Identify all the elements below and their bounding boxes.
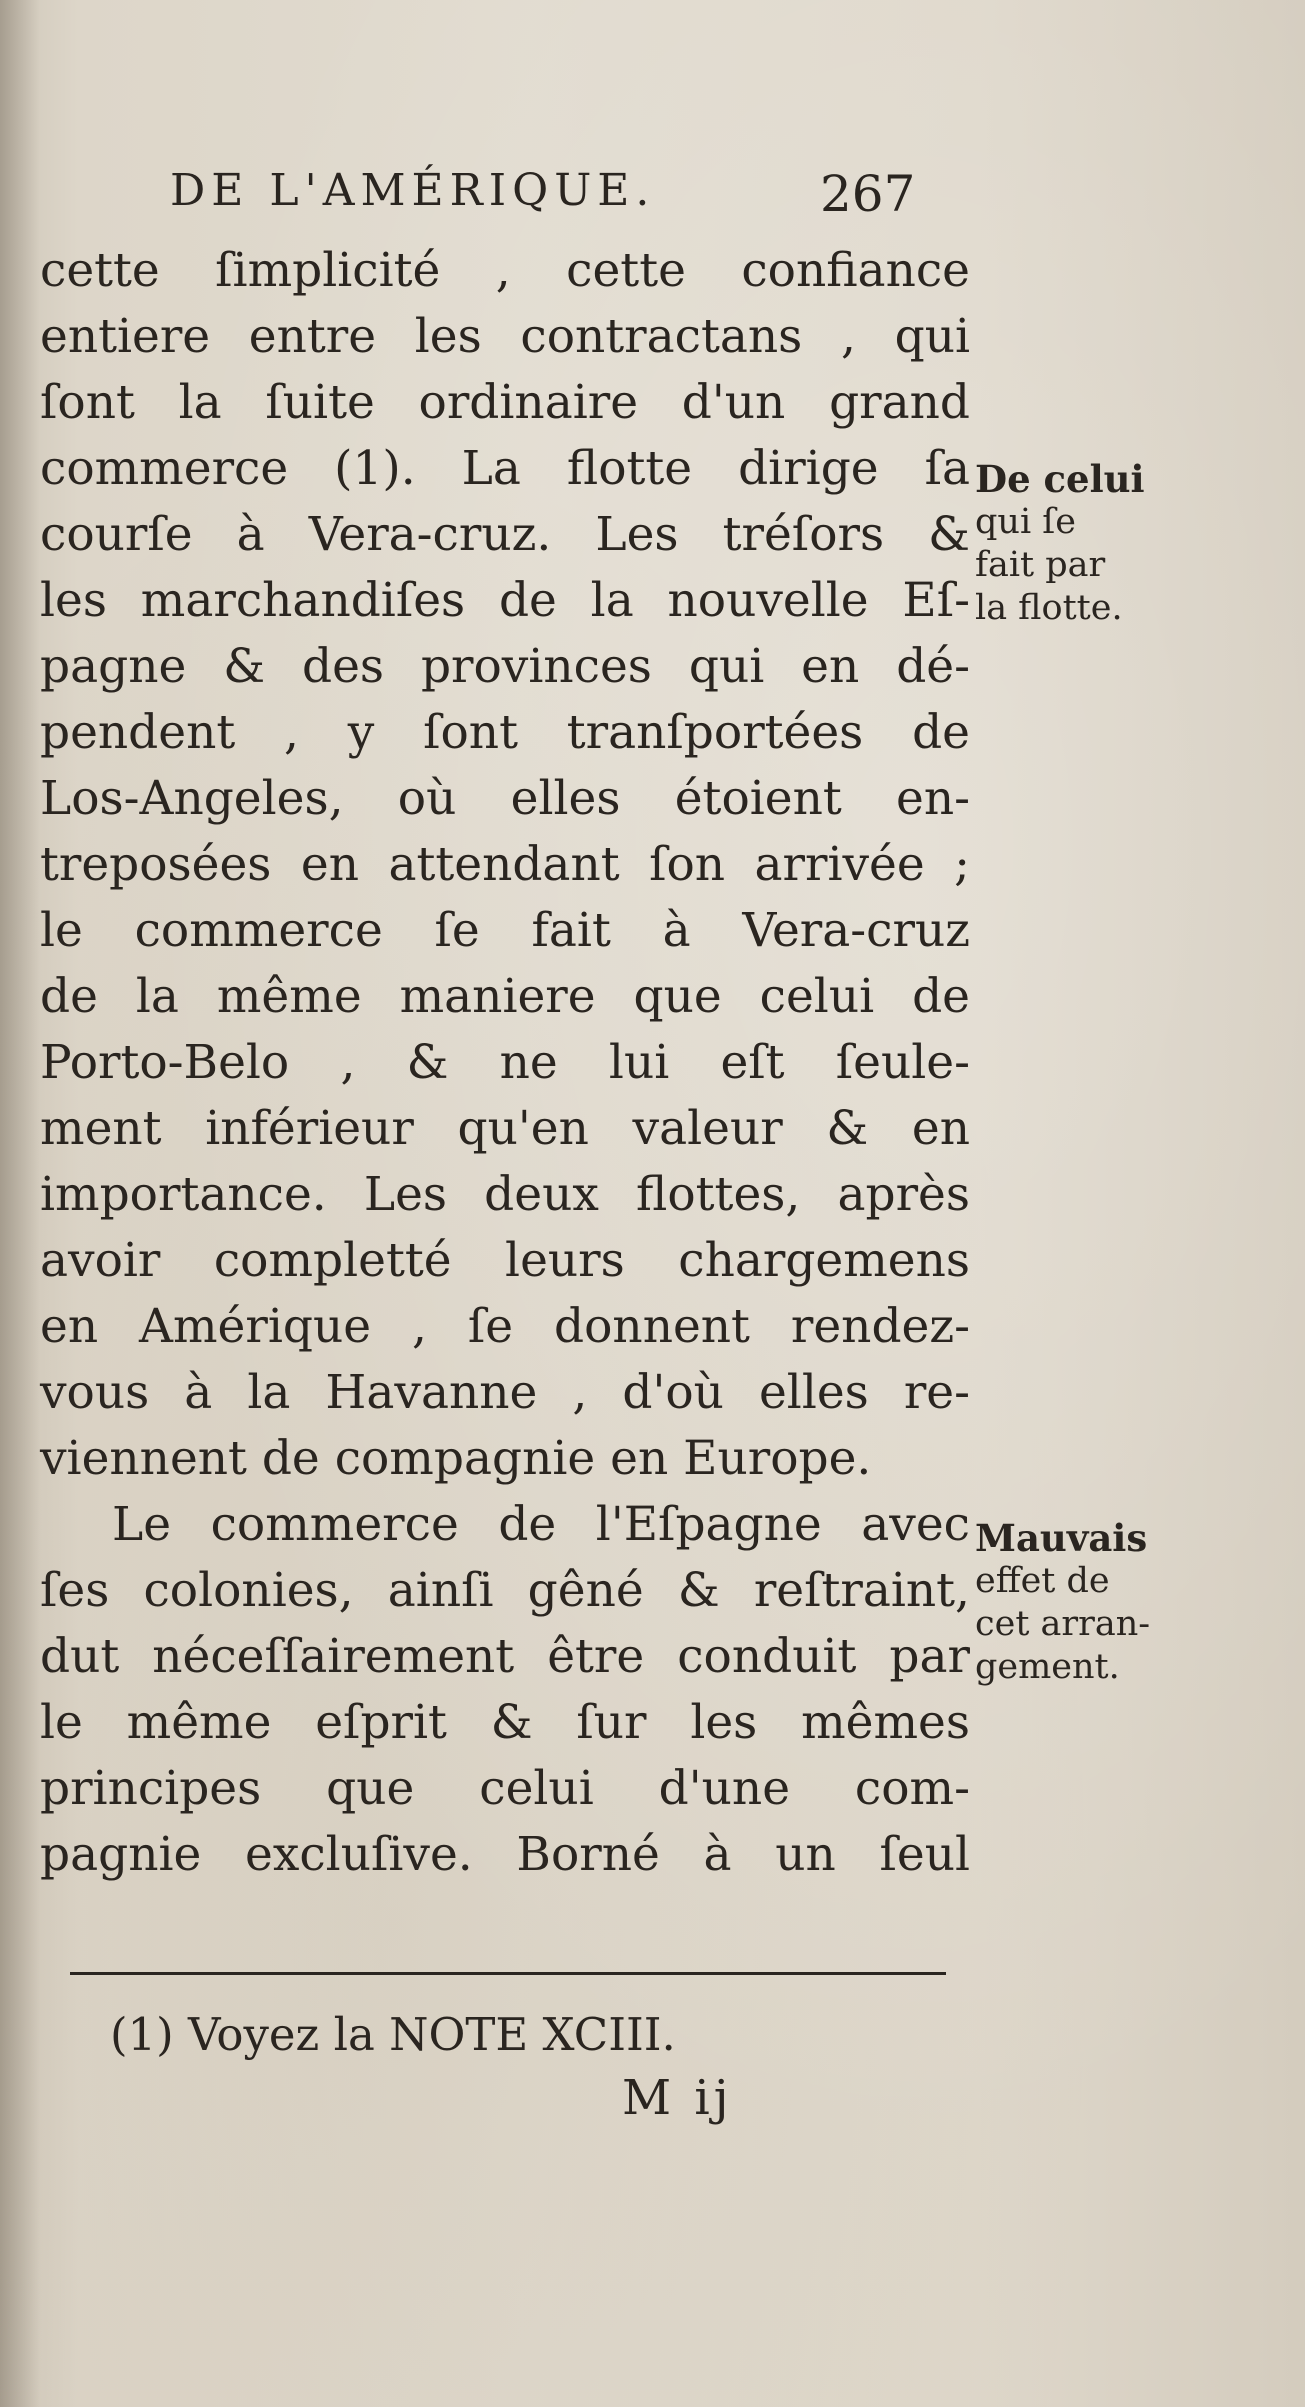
text-line: ment inférieur qu'en valeur & en [40,1101,970,1156]
text-line: entiere entre les contractans , qui [40,309,970,364]
text-line: principes que celui d'une com- [40,1761,970,1816]
margin-note-line: Mauvais [975,1516,1148,1560]
text-line: treposées en attendant ſon arrivée ; [40,837,970,892]
text-line: le commerce ſe fait à Vera-cruz [40,903,970,958]
margin-note-line: gement. [975,1647,1120,1687]
margin-note-arrangement [975,1517,1190,1689]
text-line: dut néceſſairement être conduit par [40,1629,970,1684]
body-text [40,238,970,1888]
margin-note-line: qui ſe [975,502,1076,542]
page-number: 267 [820,165,916,223]
text-line: Porto-Belo , & ne lui eſt ſeule- [40,1035,970,1090]
text-line: ſes colonies, ainſi gêné & reſtraint, [40,1563,970,1618]
paragraph-start-line: Le commerce de l'Eſpagne avec [112,1497,970,1552]
text-line: vous à la Havanne , d'où elles re- [40,1365,970,1420]
page-header [170,165,970,225]
text-line: de la même maniere que celui de [40,969,970,1024]
text-line: pagnie excluſive. Borné à un ſeul [40,1827,970,1882]
margin-note-line: De celui [975,457,1145,501]
text-line: commerce (1). La flotte dirige ſa [40,441,970,496]
text-line: les marchandiſes de la nouvelle Eſ- [40,573,970,628]
running-head: DE L'AMÉRIQUE. [170,165,656,216]
text-line: en Amérique , ſe donnent rendez- [40,1299,970,1354]
text-line: importance. Les deux flottes, après [40,1167,970,1222]
text-line: cette ſimplicité , cette confiance [40,243,970,298]
margin-note-line: effet de [975,1561,1110,1601]
footnote: (1) Voyez la NOTE XCIII. [110,2008,676,2061]
text-line: viennent de compagnie en Europe. [40,1431,872,1486]
gutter-shadow [0,0,40,2407]
margin-note-line: fait par [975,545,1106,585]
text-line: le même eſprit & ſur les mêmes [40,1695,970,1750]
text-line: courſe à Vera-cruz. Les tréſors & [40,507,970,562]
margin-note-line: la flotte. [975,588,1123,628]
margin-note-line: cet arran- [975,1604,1151,1644]
text-line: pendent , y ſont tranſportées de [40,705,970,760]
text-line: Los-Angeles, où elles étoient en- [40,771,970,826]
footnote-rule [70,1972,946,1975]
text-line: avoir completté leurs chargemens [40,1233,970,1288]
text-line: ſont la ſuite ordinaire d'un grand [40,375,970,430]
margin-note-fleet [975,458,1190,630]
signature-mark: M ij [622,2070,733,2126]
text-line: pagne & des provinces qui en dé- [40,639,970,694]
